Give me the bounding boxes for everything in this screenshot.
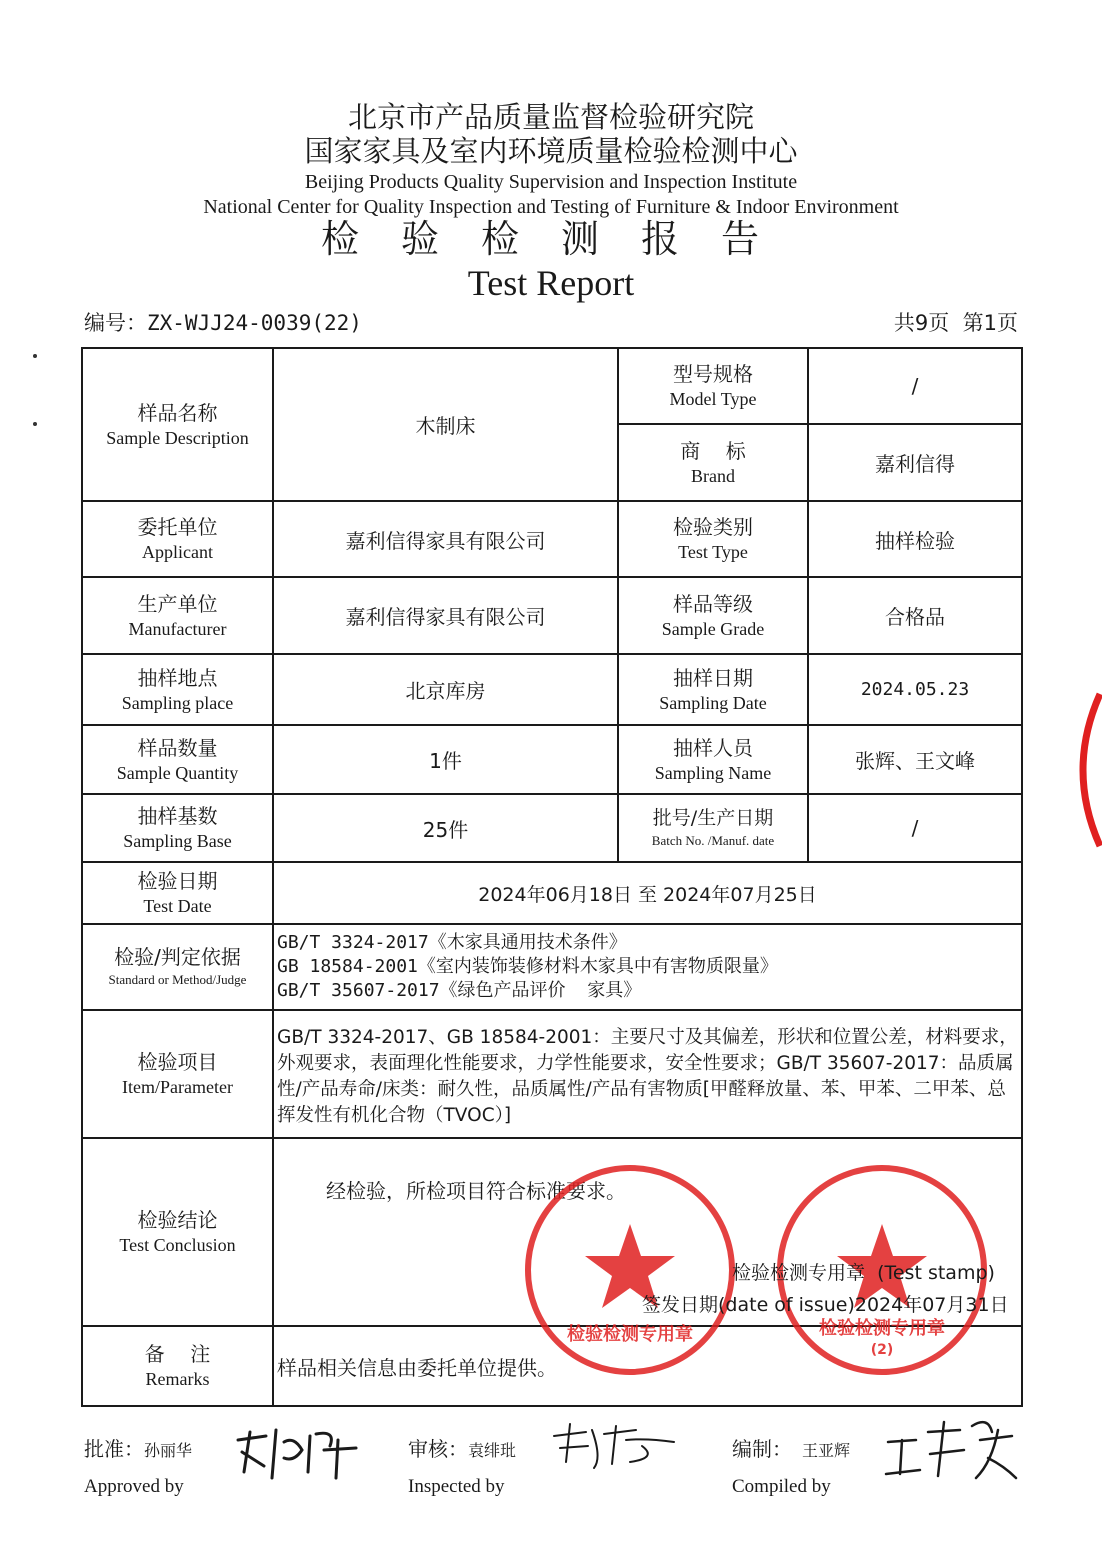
approved-name: 孙丽华 — [144, 1441, 193, 1460]
svg-text:检验检测专用章: 检验检测专用章 — [567, 1324, 693, 1345]
svg-text:(2): (2) — [870, 1342, 894, 1358]
inspected-label-cn: 审核： — [408, 1437, 468, 1461]
sample-quantity-value: 1件 — [273, 725, 618, 794]
sampling-date-label: 抽样日期 Sampling Date — [618, 654, 808, 725]
sampling-base-label: 抽样基数 Sampling Base — [82, 794, 273, 862]
test-type-value: 抽样检验 — [808, 501, 1022, 577]
sample-grade-value: 合格品 — [808, 577, 1022, 654]
inspected-signature — [546, 1418, 678, 1474]
manufacturer-label: 生产单位 Manufacturer — [82, 577, 273, 654]
brand-label: 商 标 Brand — [618, 424, 808, 501]
sample-description-value: 木制床 — [273, 348, 618, 501]
approved-signature — [232, 1422, 364, 1482]
svg-text:检验检测专用章: 检验检测专用章 — [819, 1318, 945, 1339]
conclusion-text: 经检验，所检项目符合标准要求。 — [326, 1179, 626, 1203]
org-name-cn-1: 北京市产品质量监督检验研究院 — [347, 100, 754, 134]
sampling-base-value: 25件 — [273, 794, 618, 862]
approved-block — [84, 1433, 192, 1498]
compiled-label-en: Compiled by — [732, 1476, 831, 1497]
sampling-place-label: 抽样地点 Sampling place — [82, 654, 273, 725]
inspected-name: 袁绯玭 — [468, 1441, 517, 1460]
issue-date-line: 签发日期(date of issue)2024年07月31日 — [642, 1294, 1009, 1316]
report-number-label: 编号： — [84, 311, 147, 335]
sampling-date-value: 2024.05.23 — [808, 654, 1022, 725]
standard-value — [273, 924, 1022, 1010]
applicant-value: 嘉利信得家具有限公司 — [273, 501, 618, 577]
model-type-label: 型号规格 Model Type — [618, 348, 808, 424]
standard-line-3: GB/T 35607-2017《绿色产品评价 家具》 — [277, 980, 642, 1001]
standard-label: 检验/判定依据 Standard or Method/Judge — [82, 924, 273, 1010]
conclusion-label: 检验结论 Test Conclusion — [82, 1138, 273, 1326]
report-number — [84, 309, 362, 337]
scan-speck — [33, 354, 37, 358]
manufacturer-value: 嘉利信得家具有限公司 — [273, 577, 618, 654]
stamp-line: 检验检测专用章 (Test stamp) — [732, 1262, 995, 1284]
sample-grade-label: 样品等级 Sample Grade — [618, 577, 808, 654]
report-number-value: ZX-WJJ24-0039(22) — [147, 311, 362, 335]
approved-label-cn: 批准： — [84, 1437, 144, 1461]
scan-speck — [33, 422, 37, 426]
left-red-stamp — [522, 1162, 738, 1378]
sampling-name-value: 张辉、王文峰 — [808, 725, 1022, 794]
edge-seal-mark — [1064, 690, 1102, 850]
sample-description-label: 样品名称 Sample Description — [82, 348, 273, 501]
approved-label-en: Approved by — [84, 1476, 184, 1497]
brand-value: 嘉利信得 — [808, 424, 1022, 501]
page-info: 共9页 第1页 — [893, 311, 1018, 335]
sampling-place-value: 北京库房 — [273, 654, 618, 725]
standard-line-2: GB 18584-2001《室内装饰装修材料木家具中有害物质限量》 — [277, 956, 778, 977]
compiled-name: 王亚辉 — [802, 1441, 851, 1460]
remarks-value: 样品相关信息由委托单位提供。 — [273, 1326, 1022, 1406]
test-type-label: 检验类别 Test Type — [618, 501, 808, 577]
test-date-value: 2024年06月18日 至 2024年07月25日 — [273, 862, 1022, 924]
org-name-en-2: National Center for Quality Inspection and Testing of Furniture & Indoor Environment — [203, 196, 899, 218]
inspected-block — [408, 1433, 516, 1498]
compiled-signature — [880, 1412, 1020, 1484]
sample-quantity-label: 样品数量 Sample Quantity — [82, 725, 273, 794]
standard-line-1: GB/T 3324-2017《木家具通用技术条件》 — [277, 932, 627, 953]
applicant-label: 委托单位 Applicant — [82, 501, 273, 577]
model-type-value: / — [808, 348, 1022, 424]
sampling-name-label: 抽样人员 Sampling Name — [618, 725, 808, 794]
report-title-cn: 检验检测报告 — [320, 217, 801, 261]
test-date-label: 检验日期 Test Date — [82, 862, 273, 924]
org-name-en-1: Beijing Products Quality Supervision and Inspection Institute — [304, 171, 798, 193]
compiled-block — [732, 1433, 850, 1498]
remarks-label: 备 注 Remarks — [82, 1326, 273, 1406]
items-value: GB/T 3324-2017、GB 18584-2001：主要尺寸及其偏差，形状和位置公差，材料要求，外观要求，表面理化性能要求，力学性能要求，安全性要求；GB/T 35607-2017：品质属性/产品寿命/床类：耐久性，品质属性/产品有害物质[甲醛释放量、苯、甲苯、二甲苯、总挥发性有机化合物（TVOC）] — [273, 1010, 1022, 1138]
inspected-label-en: Inspected by — [408, 1476, 505, 1497]
items-label: 检验项目 Item/Parameter — [82, 1010, 273, 1138]
org-name-cn-2: 国家家具及室内环境质量检验检测中心 — [304, 134, 798, 168]
batch-no-value: / — [808, 794, 1022, 862]
compiled-label-cn: 编制： — [732, 1437, 792, 1461]
batch-no-label: 批号/生产日期 Batch No. /Manuf. date — [618, 794, 808, 862]
report-title-en: Test Report — [467, 263, 635, 303]
